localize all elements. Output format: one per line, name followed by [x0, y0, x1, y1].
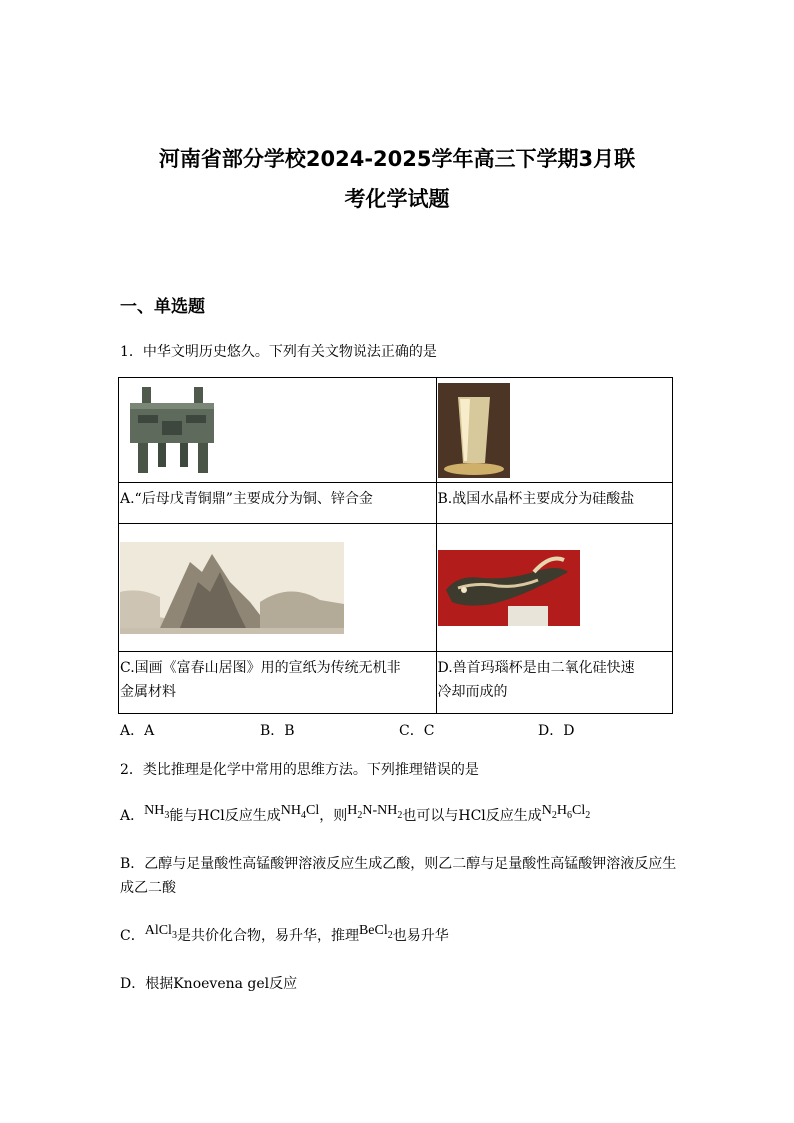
landscape-painting-image	[120, 542, 344, 634]
section-heading: 一、单选题	[120, 297, 205, 317]
image-cell-a	[119, 378, 437, 483]
image-cell-c	[119, 524, 437, 652]
option-cell-b	[436, 483, 673, 524]
formula-nh4cl: $NH_4Cl$	[280, 803, 320, 821]
option-a-text: A.“后母戊青铜鼎”主要成分为铜、锌合金	[120, 491, 373, 507]
option-a-text-3: 也可以与HCl反应生成	[402, 808, 542, 824]
artifact-table	[118, 377, 673, 714]
crystal-cup-image	[438, 383, 510, 478]
answer-option-c[interactable]: C．C	[399, 723, 435, 739]
answer-option-d[interactable]: D．D	[538, 723, 575, 739]
question-1-stem: 1．中华文明历史悠久。下列有关文物说法正确的是	[120, 344, 437, 360]
question-2-option-b[interactable]: B．乙醇与足量酸性高锰酸钾溶液反应生成乙酸，则乙二醇与足量酸性高锰酸钾溶液反应生成乙二酸	[120, 856, 677, 896]
option-label: C．	[120, 928, 145, 944]
image-cell-b	[436, 378, 673, 483]
formula-n2h6cl2: $N_2H_6Cl_2$	[541, 803, 591, 821]
bronze-ding-image	[124, 383, 219, 478]
option-c-text-1: 是共价化合物，易升华，推理	[176, 928, 359, 944]
question-2-stem: 2．类比推理是化学中常用的思维方法。下列推理错误的是	[120, 762, 479, 778]
formula-hydrazine: $H_2N-NH_2$	[347, 803, 403, 821]
option-d-text-line2: 冷却而成的	[437, 684, 508, 700]
option-cell-a	[119, 483, 437, 524]
formula-alcl3: AlCl$_3$	[144, 923, 177, 941]
formula-becl2: BeCl$_2$	[358, 923, 393, 941]
document-title-line1: 河南省部分学校2024-2025学年高三下学期3月联	[158, 147, 636, 171]
option-c-text-line2: 金属材料	[120, 684, 176, 700]
option-a-text-2: ，则	[319, 808, 348, 824]
answer-option-b[interactable]: B．B	[260, 723, 295, 739]
answer-option-a[interactable]: A．A	[120, 723, 155, 739]
option-a-text-1: 能与HCl反应生成	[169, 808, 281, 824]
option-cell-c	[119, 652, 437, 714]
question-2-option-a[interactable]	[120, 804, 590, 834]
option-d-text-line1: D.兽首玛瑙杯是由二氧化硅快速	[437, 660, 635, 676]
option-label: A．	[120, 808, 145, 824]
option-c-text-line1: C.国画《富春山居图》用的宣纸为传统无机非	[120, 660, 401, 676]
document-title-line2: 考化学试题	[344, 187, 450, 211]
agate-cup-image	[438, 550, 580, 626]
formula-nh3: $NH_3$	[144, 803, 170, 821]
question-2-option-d[interactable]: D．根据Knoevena gel反应	[120, 976, 298, 992]
question-2-option-c[interactable]	[120, 924, 449, 954]
option-b-text: B.战国水晶杯主要成分为硅酸盐	[437, 491, 635, 507]
image-cell-d	[436, 524, 673, 652]
option-c-text-2: 也易升华	[392, 928, 449, 944]
option-cell-d	[436, 652, 673, 714]
